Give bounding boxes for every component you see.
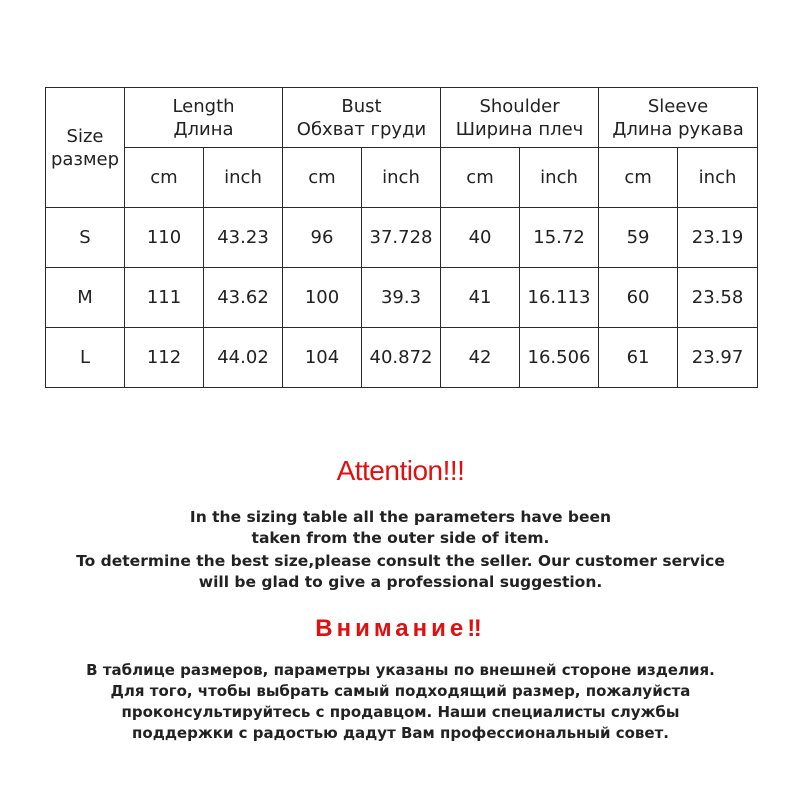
- sleeve-label-en: Sleeve: [647, 95, 709, 117]
- notice-en-paragraph-2: [0, 551, 801, 593]
- unit-cell: cm: [441, 148, 520, 208]
- table-row: [46, 208, 758, 268]
- shoulder-label-en: Shoulder: [479, 95, 560, 117]
- table-cell: 96: [283, 208, 362, 268]
- notice-line: В таблице размеров, параметры указаны по внешней стороне изделия.: [86, 661, 715, 679]
- size-cell: M: [46, 268, 125, 328]
- table-cell: 61: [599, 328, 678, 388]
- table-cell: 112: [125, 328, 204, 388]
- table-cell: 60: [599, 268, 678, 328]
- unit-cell: cm: [125, 148, 204, 208]
- notice-line: In the sizing table all the parameters have been: [189, 508, 612, 526]
- shoulder-header: [441, 88, 599, 148]
- unit-cell: cm: [599, 148, 678, 208]
- sleeve-header: [599, 88, 758, 148]
- unit-cell: inch: [362, 148, 441, 208]
- notice-en-paragraph-1: [0, 507, 801, 549]
- length-header: [125, 88, 283, 148]
- table-cell: 37.728: [362, 208, 441, 268]
- table-row: [46, 328, 758, 388]
- table-cell: 44.02: [204, 328, 283, 388]
- table-cell: 110: [125, 208, 204, 268]
- table-row: [46, 268, 758, 328]
- unit-cell: inch: [204, 148, 283, 208]
- unit-cell: cm: [283, 148, 362, 208]
- table-cell: 16.113: [520, 268, 599, 328]
- size-table: [45, 87, 758, 388]
- size-cell: S: [46, 208, 125, 268]
- bust-header: [283, 88, 441, 148]
- table-cell: 104: [283, 328, 362, 388]
- table-cell: 40: [441, 208, 520, 268]
- table-cell: 15.72: [520, 208, 599, 268]
- table-cell: 59: [599, 208, 678, 268]
- table-cell: 41: [441, 268, 520, 328]
- unit-cell: inch: [520, 148, 599, 208]
- notice-line: To determine the best size,please consult the seller. Our customer service: [76, 552, 725, 570]
- notice-ru-paragraph: [0, 660, 801, 744]
- table-cell: 42: [441, 328, 520, 388]
- size-column-header: [46, 88, 125, 208]
- attention-heading-ru: Внимание‼: [315, 615, 486, 642]
- table-cell: 23.19: [678, 208, 758, 268]
- table-cell: 43.62: [204, 268, 283, 328]
- bust-label-ru: Обхват груди: [296, 118, 427, 140]
- notice-line: проконсультируйтесь с продавцом. Наши специалисты службы: [121, 703, 680, 721]
- unit-cell: inch: [678, 148, 758, 208]
- size-cell: L: [46, 328, 125, 388]
- table-cell: 39.3: [362, 268, 441, 328]
- shoulder-label-ru: Ширина плеч: [455, 118, 584, 140]
- header-row-groups: [46, 88, 758, 148]
- table-cell: 40.872: [362, 328, 441, 388]
- notice-line: taken from the outer side of item.: [251, 529, 550, 547]
- table-cell: 16.506: [520, 328, 599, 388]
- table-cell: 23.58: [678, 268, 758, 328]
- header-row-units: [46, 148, 758, 208]
- table-cell: 23.97: [678, 328, 758, 388]
- size-label-en: Size: [66, 125, 104, 147]
- table-cell: 43.23: [204, 208, 283, 268]
- table-cell: 100: [283, 268, 362, 328]
- notice-line: Для того, чтобы выбрать самый подходящий размер, пожалуйста: [110, 682, 691, 700]
- length-label-en: Length: [172, 95, 235, 117]
- bust-label-en: Bust: [341, 95, 382, 117]
- table-cell: 111: [125, 268, 204, 328]
- sleeve-label-ru: Длина рукава: [612, 118, 744, 140]
- notice-line: поддержки с радостью дадут Вам профессиональный совет.: [132, 724, 669, 742]
- notice-line: will be glad to give a professional suggestion.: [198, 573, 603, 591]
- size-label-ru: размер: [50, 148, 120, 170]
- attention-heading-en: Attention!!!: [336, 455, 465, 486]
- length-label-ru: Длина: [173, 118, 234, 140]
